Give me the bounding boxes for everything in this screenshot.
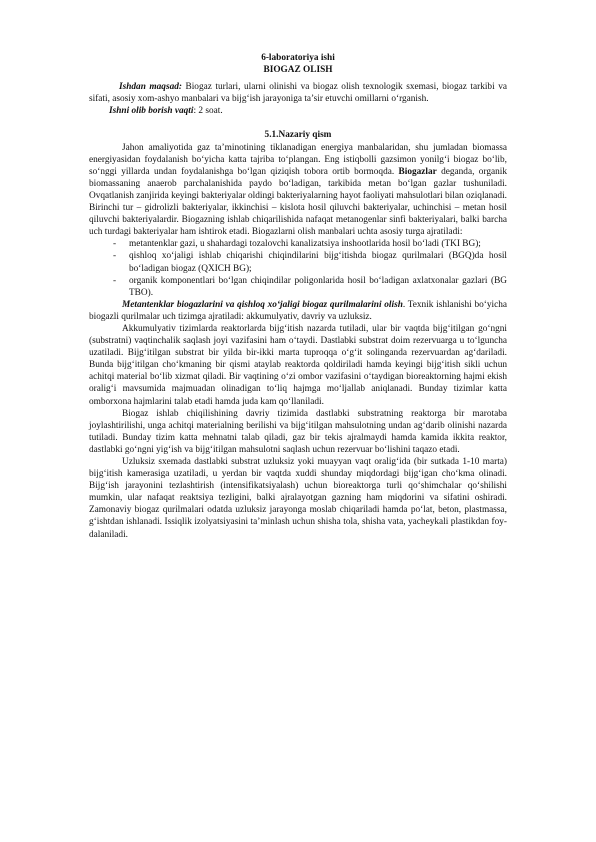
duration-line xyxy=(89,105,507,117)
duration-label: Ishni olib borish vaqti xyxy=(109,106,194,117)
document-page xyxy=(89,52,507,541)
aim-text: Biogaz turlari, ularni olinishi va biogaz olish texnologik sxemasi, biogaz tarkibi va sifati, asosiy xom-ashyo manbalari va bijg‘ish jarayoniga ta’sir etuvchi omillarni o‘rganish. xyxy=(89,82,507,105)
list-item xyxy=(89,250,507,274)
para1-text-a: Jahon amaliyotida gaz ta’minotining tiklanadigan energiya manbalaridan, shu jumladan biomassa energiyasidan foydalanish bo‘yicha katta tajriba to‘plangan. Eng istiqbolli gazsimon yonilg‘i biogaz bo‘lib, so‘nggi yillarda undan foydalanishga bo‘lgan qiziqish tobora ortib bormoqda. xyxy=(89,142,507,177)
list-item xyxy=(89,238,507,250)
page-title: BIOGAZ OLISH xyxy=(263,65,333,76)
lab-number: 6-laboratoriya ishi xyxy=(261,53,335,63)
paragraph-continuous: Uzluksiz sxemada dastlabki substrat uzluksiz yoki muayyan vaqt oralig‘ida (bir sutkada 1-10 marta) bijg‘itish kamerasiga uzatiladi, u yerdan bir vaqtda xuddi shunday miqdordagi bijg‘igan cho‘kma olinadi. Bijg‘ish jarayonini tezlashtirish (intensifikatsiyalash) uchun bioreaktorga turli qo‘shimchalar qo‘shilishi mumkin, ular nafaqat reaktsiya tezligini, balki ajralayotgan gazning ham miqdorini va sifatini oshiradi. Zamonaviy biogaz qurilmalari odatda uzluksiz jarayonga moslab chiqariladi hamda po‘lat, beton, plastmassa, g‘ishtdan ishlanadi. Issiqlik izolyatsiyasini ta’minlash uchun shisha tola, shisha vata, yacheykali plastikdan foy-dalaniladi. xyxy=(89,457,507,540)
list-dash: - xyxy=(113,239,117,250)
paragraph-accumulative: Akkumulyativ tizimlarda reaktorlarda bijg‘itish nazarda tutiladi, ular bir vaqtda bijg‘itilgan go‘ngni (substratni) vaqtinchalik saqlash joyi vazifasini ham o‘taydi. Dastlabki substrat doim rezervuarga u to‘lguncha uzatiladi. Bijg‘itilgan substrat bir yilda bir-ikki marta tuproqqa o‘g‘it solinganda rezervuardan ag‘dariladi. Bunda bijg‘itilgan cho‘kmaning bir qismi ataylab reaktorda qoldiriladi hamda keyingi bijg‘itish sikli uchun achitqi material bo‘lib xizmat qiladi. Bir vaqtining o‘zi ombor vazifasini o‘taydigan bioreaktorning hajmi ekish oralig‘i mavsumida majmuadan olinadigan to‘liq hajmga mo‘ljallab aniqlanadi. Bunday tizimlar katta omborxona hajmlarini talab etadi hamda juda kam qo‘llaniladi. xyxy=(89,323,507,407)
section-title: 5.1.Nazariy qism xyxy=(264,130,332,141)
list-dash: - xyxy=(113,251,117,262)
paragraph-periodic: Biogaz ishlab chiqilishining davriy tizimida dastlabki substratning reaktorga bir marotaba joylashtirilishi, unga achitqi materialning berilishi va bijg‘itilgan mahsulotning undan ag‘darib olinishi nazarda tutiladi. Bunday tizim katta mehnatni talab qiladi, gaz bir tekis ajralmaydi hamda kamida ikkita reaktor, dastlabki go‘ngni yig‘ish va bijg‘itilgan mahsulotni saqlash uchun rezervuar bo‘lishini taqazo etadi. xyxy=(89,408,507,455)
list-dash: - xyxy=(113,275,117,286)
para2-text: . Texnik ishlanishi bo‘yicha biogazli qurilmalar uch tizimga ajratiladi: akkumulyativ, davriy va uzluksiz. xyxy=(89,299,508,322)
para1-text-b: deganda, organik biomassaning anaerob parchalanishida paydo bo‘ladigan, tarkibida metan bo‘lgan gazlar tushuniladi. Ovqatlanish zanjirida keyingi bakteriyalar oldingi bakteriyalarning hayot faoliyati mahsulotlari bilan oziqlanadi. Birinchi tur – gidrolizli bakteriyalar, ikkinchisi – kislota hosil qiluvchi bakteriyalar, uchinchisi – metan hosil qiluvchi bakteriyalardir. Biogazning ishlab chiqarilishida nafaqat metanogenlar sinfi bakteriyalari, balki barcha uch turdagi bakteriyalar ham ishtirok etadi. Biogazlarni olish manbalari uchta asosiy turga ajratiladi: xyxy=(89,166,507,238)
list-item-text: qishloq xo‘jaligi ishlab chiqarishi chiqindilarini bijg‘itishda biogaz qurilmalari (BGQ)da hosil bo‘ladigan biogaz (QXICH BG); xyxy=(129,251,507,274)
biogaz-term: Biogazlar xyxy=(398,166,437,177)
subheading-inline: Metantenklar biogazlarini va qishloq xo‘jaligi biogaz qurilmalarini olish xyxy=(122,299,403,310)
duration-value: : 2 soat. xyxy=(193,106,223,117)
list-item-text: metantenklar gazi, u shahardagi tozalovchi kanalizatsiya inshootlarida hosil bo‘ladi (TKI BG); xyxy=(129,239,481,250)
paragraph-systems xyxy=(89,299,507,323)
aim-label: Ishdan maqsad: xyxy=(119,82,182,93)
paragraph-biogas-intro xyxy=(89,142,507,239)
list-item xyxy=(89,275,507,299)
aim-paragraph xyxy=(89,81,507,105)
sources-list xyxy=(89,238,507,298)
list-item-text: organik komponentlari bo‘lgan chiqindilar poligonlarida hosil bo‘ladigan axlatxonalar gazlari (BG TBO). xyxy=(129,275,507,298)
